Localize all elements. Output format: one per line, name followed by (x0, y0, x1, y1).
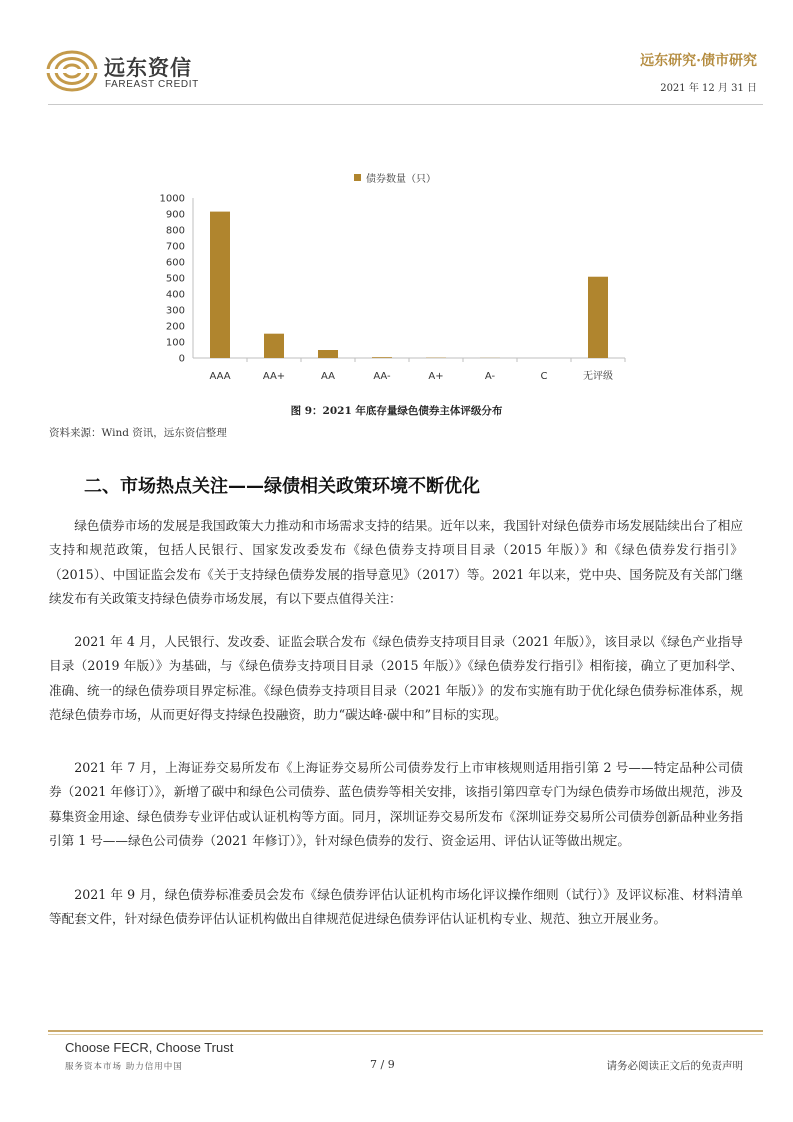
footer-divider-thin (48, 1034, 763, 1035)
bar-1 (264, 334, 284, 358)
bar-2 (318, 350, 338, 358)
legend-swatch (354, 174, 361, 181)
legend-label: 债券数量（只） (366, 174, 436, 185)
paragraph-1: 绿色债券市场的发展是我国政策大力推动和市场需求支持的结果。近年以来，我国针对绿色债券市场发展陆续出台了相应支持和规范政策，包括人民银行、国家发改委发布《绿色债券支持项目目录（2015 年版）》和《绿色债券发行指引》（2015）、中国证监会发布《关于支持绿色债券发展的指导意见》（2017）等。2021 年以来，党中央、国务院及有关部门继续发布有关政策支持绿色债券市场发展，有以下要点值得关注： (49, 518, 743, 607)
bar-0 (210, 212, 230, 358)
company-logo-icon (46, 50, 98, 92)
x-tick-label: 无评级 (583, 371, 613, 382)
footer-disclaimer: 请务必阅读正文后的免责声明 (606, 1060, 743, 1072)
footer-subslogan: 服务资本市场 助力信用中国 (65, 1062, 183, 1072)
footer-divider (48, 1030, 763, 1032)
figure-source: 资料来源：Wind 资讯，远东资信整理 (49, 427, 227, 439)
y-tick-label: 100 (165, 337, 185, 349)
y-tick-label: 800 (165, 225, 185, 237)
bar-3 (372, 357, 392, 358)
x-tick-label: A+ (428, 371, 444, 382)
bar-7 (588, 277, 608, 358)
footer-slogan: Choose FECR, Choose Trust (65, 1040, 234, 1055)
y-tick-label: 0 (178, 353, 185, 365)
logo-name-cn: 远东资信 (104, 56, 192, 80)
paragraph-3: 2021 年 7 月，上海证券交易所发布《上海证券交易所公司债券发行上市审核规则适用指引第 2 号——特定品种公司债券（2021 年修订）》，新增了碳中和绿色公司债券、蓝色债券等相关安排，该指引第四章专门为绿色债券市场做出规范，涉及募集资金用途、绿色债券专业评估或认证机构等方面。同月，深圳证券交易所发布《深圳证券交易所公司债券创新品种业务指引第 1 号——绿色公司债券（2021 年修订）》，针对绿色债券的发行、资金运用、评估认证等做出规定。 (49, 760, 743, 849)
x-tick-label: AA- (373, 371, 391, 382)
report-series-title: 远东研究·债市研究 (640, 53, 757, 69)
x-tick-label: A- (484, 371, 496, 382)
x-tick-label: C (540, 371, 548, 382)
paragraph-2: 2021 年 4 月，人民银行、发改委、证监会联合发布《绿色债券支持项目目录（2021 年版）》，该目录以《绿色产业指导目录（2019 年版）》为基础，与《绿色债券支持项目目录（2015 年版）》《绿色债券发行指引》相衔接，确立了更加科学、准确、统一的绿色债券项目界定标准。《绿色债券支持项目目录（2021 年版）》的发布实施有助于优化绿色债券标准体系，规范绿色债券市场，从而更好得支持绿色投融资，助力“碳达峰·碳中和”目标的实现。 (49, 634, 743, 723)
rating-distribution-chart (150, 190, 640, 395)
paragraph-4: 2021 年 9 月，绿色债券标准委员会发布《绿色债券评估认证机构市场化评议操作细则（试行）》及评议标准、材料清单等配套文件，针对绿色债券评估认证机构做出自律规范促进绿色债券评估认证机构专业、规范、独立开展业务。 (49, 887, 743, 927)
y-tick-label: 700 (165, 241, 185, 253)
y-tick-label: 400 (165, 289, 185, 301)
figure-caption: 图 9：2021 年底存量绿色债券主体评级分布 (290, 405, 503, 417)
y-tick-label: 900 (165, 209, 185, 221)
y-tick-label: 1000 (159, 193, 185, 205)
y-tick-label: 600 (165, 257, 185, 269)
header-divider (48, 104, 763, 105)
page-number: 7 / 9 (370, 1058, 395, 1071)
y-tick-label: 500 (165, 273, 185, 285)
y-tick-label: 300 (165, 305, 185, 317)
y-tick-label: 200 (165, 321, 185, 333)
report-date: 2021 年 12 月 31 日 (660, 83, 757, 94)
logo-name-en: FAREAST CREDIT (105, 79, 199, 90)
x-tick-label: AA+ (262, 371, 286, 382)
x-tick-label: AAA (209, 371, 231, 382)
x-tick-label: AA (321, 371, 335, 382)
section-title: 二、市场热点关注——绿债相关政策环境不断优化 (84, 476, 480, 497)
